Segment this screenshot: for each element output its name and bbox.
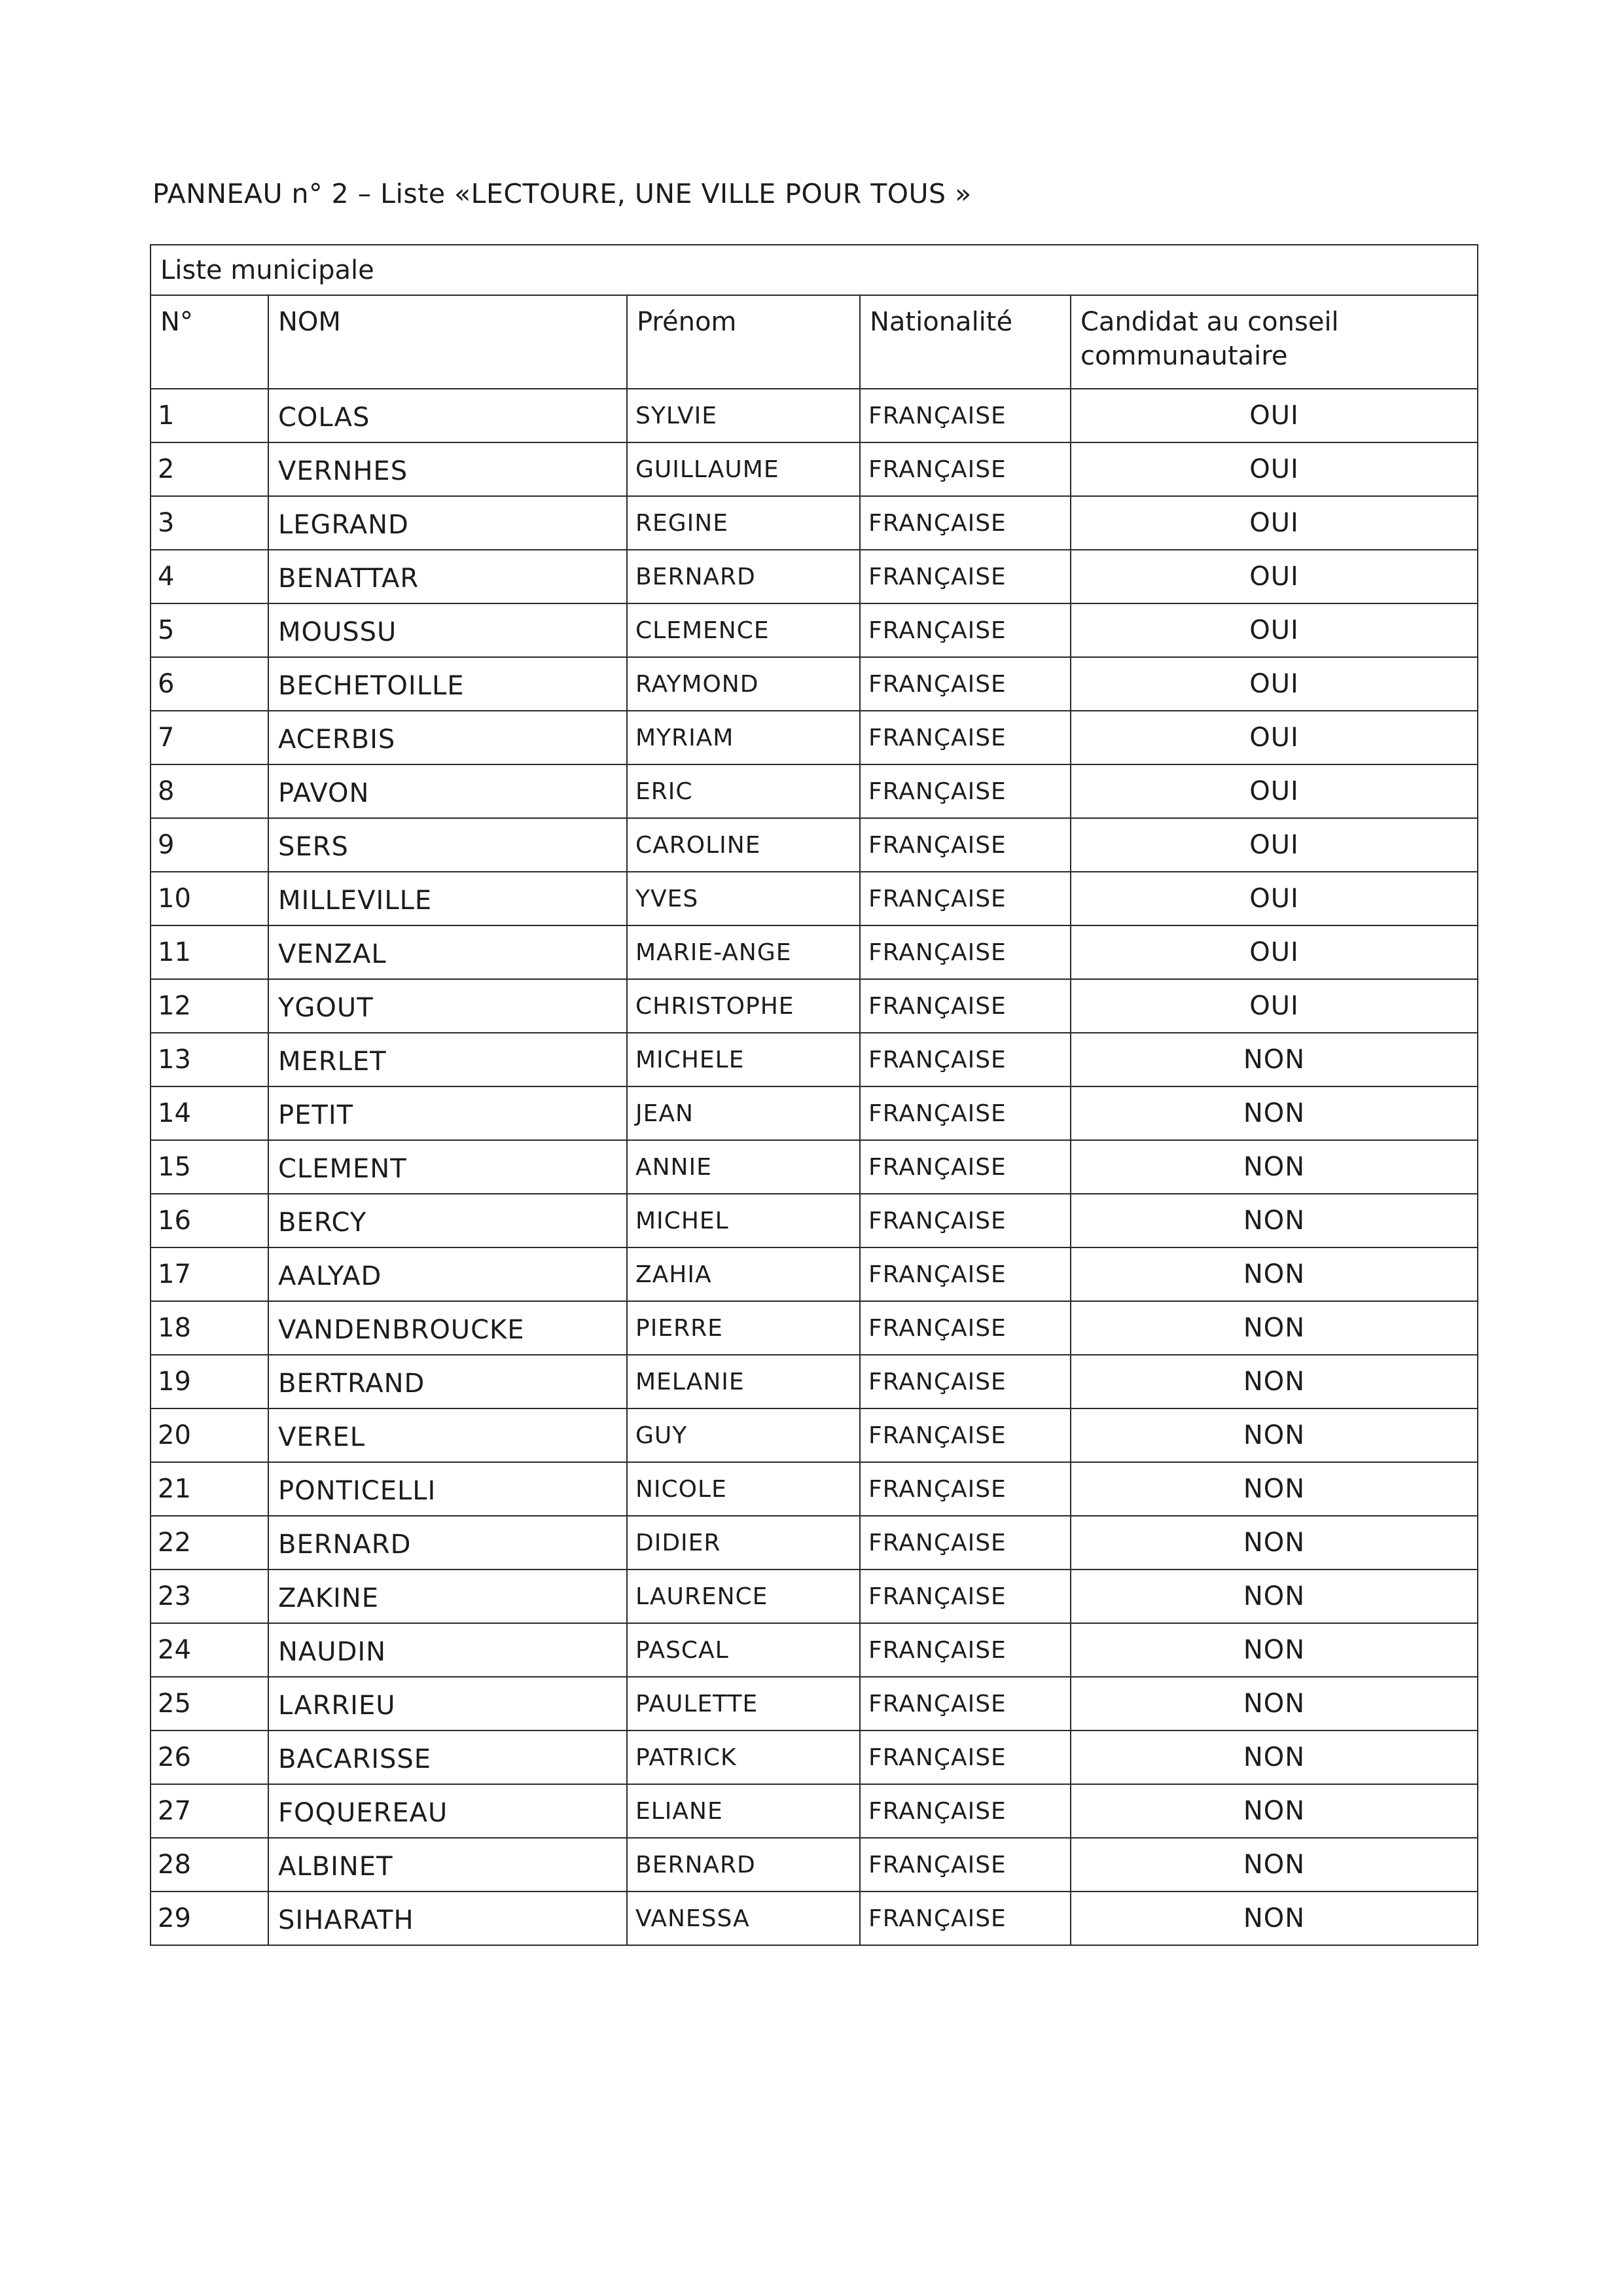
cell-nom: ZAKINE bbox=[268, 1570, 627, 1623]
cell-nationalite: FRANÇAISE bbox=[860, 1784, 1071, 1838]
cell-candidat: OUI bbox=[1071, 711, 1478, 764]
cell-nationalite: FRANÇAISE bbox=[860, 1892, 1071, 1945]
cell-nom: MERLET bbox=[268, 1033, 627, 1086]
cell-candidat: OUI bbox=[1071, 442, 1478, 496]
cell-prenom: BERNARD bbox=[627, 1838, 860, 1892]
cell-prenom: PASCAL bbox=[627, 1623, 860, 1677]
cell-candidat: OUI bbox=[1071, 764, 1478, 818]
cell-candidat: NON bbox=[1071, 1033, 1478, 1086]
cell-nom: VEREL bbox=[268, 1408, 627, 1462]
cell-prenom: REGINE bbox=[627, 496, 860, 550]
cell-prenom: BERNARD bbox=[627, 550, 860, 603]
header-nationalite: Nationalité bbox=[860, 295, 1071, 389]
table-row bbox=[151, 979, 1478, 1033]
table-row bbox=[151, 1838, 1478, 1892]
caption-row bbox=[151, 245, 1478, 295]
cell-candidat: NON bbox=[1071, 1086, 1478, 1140]
cell-candidat: OUI bbox=[1071, 603, 1478, 657]
cell-num: 20 bbox=[151, 1408, 268, 1462]
cell-prenom: PATRICK bbox=[627, 1731, 860, 1784]
table-row bbox=[151, 1570, 1478, 1623]
cell-candidat: NON bbox=[1071, 1892, 1478, 1945]
cell-num: 29 bbox=[151, 1892, 268, 1945]
cell-candidat: NON bbox=[1071, 1408, 1478, 1462]
cell-num: 4 bbox=[151, 550, 268, 603]
cell-num: 7 bbox=[151, 711, 268, 764]
cell-num: 27 bbox=[151, 1784, 268, 1838]
cell-candidat: OUI bbox=[1071, 925, 1478, 979]
table-row bbox=[151, 389, 1478, 442]
cell-num: 2 bbox=[151, 442, 268, 496]
table-row bbox=[151, 711, 1478, 764]
cell-num: 23 bbox=[151, 1570, 268, 1623]
cell-prenom: VANESSA bbox=[627, 1892, 860, 1945]
cell-nom: PAVON bbox=[268, 764, 627, 818]
cell-candidat: NON bbox=[1071, 1247, 1478, 1301]
table-row bbox=[151, 550, 1478, 603]
table-row bbox=[151, 764, 1478, 818]
cell-candidat: OUI bbox=[1071, 979, 1478, 1033]
cell-num: 25 bbox=[151, 1677, 268, 1731]
cell-nom: SERS bbox=[268, 818, 627, 872]
cell-candidat: NON bbox=[1071, 1140, 1478, 1194]
cell-candidat: NON bbox=[1071, 1677, 1478, 1731]
cell-num: 3 bbox=[151, 496, 268, 550]
cell-num: 9 bbox=[151, 818, 268, 872]
cell-num: 21 bbox=[151, 1462, 268, 1516]
cell-candidat: OUI bbox=[1071, 818, 1478, 872]
header-nom: NOM bbox=[268, 295, 627, 389]
cell-nom: ALBINET bbox=[268, 1838, 627, 1892]
cell-num: 14 bbox=[151, 1086, 268, 1140]
header-candidat: Candidat au conseil communautaire bbox=[1071, 295, 1478, 389]
cell-nom: BERTRAND bbox=[268, 1355, 627, 1408]
cell-nationalite: FRANÇAISE bbox=[860, 496, 1071, 550]
cell-nationalite: FRANÇAISE bbox=[860, 442, 1071, 496]
cell-prenom: DIDIER bbox=[627, 1516, 860, 1570]
cell-nationalite: FRANÇAISE bbox=[860, 1623, 1071, 1677]
cell-nationalite: FRANÇAISE bbox=[860, 1033, 1071, 1086]
cell-nom: VANDENBROUCKE bbox=[268, 1301, 627, 1355]
table-row bbox=[151, 818, 1478, 872]
table-row bbox=[151, 442, 1478, 496]
cell-nom: FOQUEREAU bbox=[268, 1784, 627, 1838]
cell-num: 19 bbox=[151, 1355, 268, 1408]
cell-nom: COLAS bbox=[268, 389, 627, 442]
cell-nom: ACERBIS bbox=[268, 711, 627, 764]
table-row bbox=[151, 1408, 1478, 1462]
cell-nationalite: FRANÇAISE bbox=[860, 389, 1071, 442]
cell-num: 26 bbox=[151, 1731, 268, 1784]
table-row bbox=[151, 1784, 1478, 1838]
cell-nationalite: FRANÇAISE bbox=[860, 603, 1071, 657]
cell-nationalite: FRANÇAISE bbox=[860, 711, 1071, 764]
cell-prenom: MICHEL bbox=[627, 1194, 860, 1247]
cell-nationalite: FRANÇAISE bbox=[860, 872, 1071, 925]
cell-nationalite: FRANÇAISE bbox=[860, 1140, 1071, 1194]
cell-nom: MILLEVILLE bbox=[268, 872, 627, 925]
cell-nom: BECHETOILLE bbox=[268, 657, 627, 711]
cell-nom: PONTICELLI bbox=[268, 1462, 627, 1516]
table-row bbox=[151, 657, 1478, 711]
cell-prenom: ELIANE bbox=[627, 1784, 860, 1838]
cell-candidat: OUI bbox=[1071, 389, 1478, 442]
cell-nationalite: FRANÇAISE bbox=[860, 1086, 1071, 1140]
cell-candidat: OUI bbox=[1071, 657, 1478, 711]
cell-nom: LEGRAND bbox=[268, 496, 627, 550]
cell-nom: VENZAL bbox=[268, 925, 627, 979]
cell-nom: BERCY bbox=[268, 1194, 627, 1247]
table-row bbox=[151, 603, 1478, 657]
cell-prenom: NICOLE bbox=[627, 1462, 860, 1516]
table-row bbox=[151, 1033, 1478, 1086]
cell-candidat: OUI bbox=[1071, 872, 1478, 925]
cell-num: 5 bbox=[151, 603, 268, 657]
cell-prenom: ANNIE bbox=[627, 1140, 860, 1194]
cell-nationalite: FRANÇAISE bbox=[860, 1355, 1071, 1408]
cell-prenom: ZAHIA bbox=[627, 1247, 860, 1301]
cell-num: 13 bbox=[151, 1033, 268, 1086]
table-row bbox=[151, 1462, 1478, 1516]
cell-prenom: MICHELE bbox=[627, 1033, 860, 1086]
table-row bbox=[151, 1516, 1478, 1570]
cell-nationalite: FRANÇAISE bbox=[860, 1194, 1071, 1247]
cell-num: 10 bbox=[151, 872, 268, 925]
cell-prenom: SYLVIE bbox=[627, 389, 860, 442]
cell-nationalite: FRANÇAISE bbox=[860, 1731, 1071, 1784]
header-prenom: Prénom bbox=[627, 295, 860, 389]
cell-num: 22 bbox=[151, 1516, 268, 1570]
cell-nom: BERNARD bbox=[268, 1516, 627, 1570]
cell-candidat: NON bbox=[1071, 1784, 1478, 1838]
cell-nationalite: FRANÇAISE bbox=[860, 764, 1071, 818]
header-row bbox=[151, 295, 1478, 389]
table-row bbox=[151, 1677, 1478, 1731]
cell-prenom: JEAN bbox=[627, 1086, 860, 1140]
cell-prenom: ERIC bbox=[627, 764, 860, 818]
cell-prenom: CLEMENCE bbox=[627, 603, 860, 657]
cell-nationalite: FRANÇAISE bbox=[860, 550, 1071, 603]
cell-nom: BACARISSE bbox=[268, 1731, 627, 1784]
cell-nationalite: FRANÇAISE bbox=[860, 818, 1071, 872]
table-row bbox=[151, 1301, 1478, 1355]
cell-candidat: NON bbox=[1071, 1462, 1478, 1516]
cell-nom: YGOUT bbox=[268, 979, 627, 1033]
cell-nationalite: FRANÇAISE bbox=[860, 1247, 1071, 1301]
cell-nationalite: FRANÇAISE bbox=[860, 1677, 1071, 1731]
cell-prenom: MYRIAM bbox=[627, 711, 860, 764]
cell-prenom: PIERRE bbox=[627, 1301, 860, 1355]
table-row bbox=[151, 1731, 1478, 1784]
cell-num: 1 bbox=[151, 389, 268, 442]
cell-num: 16 bbox=[151, 1194, 268, 1247]
cell-prenom: GUY bbox=[627, 1408, 860, 1462]
cell-prenom: RAYMOND bbox=[627, 657, 860, 711]
table-caption: Liste municipale bbox=[151, 245, 1478, 295]
cell-prenom: MARIE-ANGE bbox=[627, 925, 860, 979]
cell-nationalite: FRANÇAISE bbox=[860, 1516, 1071, 1570]
cell-num: 11 bbox=[151, 925, 268, 979]
cell-prenom: CAROLINE bbox=[627, 818, 860, 872]
cell-candidat: NON bbox=[1071, 1301, 1478, 1355]
cell-candidat: NON bbox=[1071, 1623, 1478, 1677]
cell-candidat: NON bbox=[1071, 1355, 1478, 1408]
cell-candidat: NON bbox=[1071, 1731, 1478, 1784]
cell-prenom: CHRISTOPHE bbox=[627, 979, 860, 1033]
table-row bbox=[151, 1140, 1478, 1194]
cell-nom: NAUDIN bbox=[268, 1623, 627, 1677]
table-row bbox=[151, 1355, 1478, 1408]
cell-nationalite: FRANÇAISE bbox=[860, 1838, 1071, 1892]
cell-candidat: NON bbox=[1071, 1838, 1478, 1892]
cell-nom: PETIT bbox=[268, 1086, 627, 1140]
cell-nom: CLEMENT bbox=[268, 1140, 627, 1194]
cell-candidat: OUI bbox=[1071, 550, 1478, 603]
cell-num: 18 bbox=[151, 1301, 268, 1355]
cell-candidat: NON bbox=[1071, 1194, 1478, 1247]
cell-candidat: OUI bbox=[1071, 496, 1478, 550]
table-row bbox=[151, 1247, 1478, 1301]
cell-prenom: PAULETTE bbox=[627, 1677, 860, 1731]
header-num: N° bbox=[151, 295, 268, 389]
cell-nationalite: FRANÇAISE bbox=[860, 1408, 1071, 1462]
cell-num: 8 bbox=[151, 764, 268, 818]
cell-num: 24 bbox=[151, 1623, 268, 1677]
table-row bbox=[151, 1086, 1478, 1140]
table-row bbox=[151, 496, 1478, 550]
table-row bbox=[151, 872, 1478, 925]
cell-nom: AALYAD bbox=[268, 1247, 627, 1301]
cell-prenom: LAURENCE bbox=[627, 1570, 860, 1623]
cell-num: 17 bbox=[151, 1247, 268, 1301]
cell-num: 12 bbox=[151, 979, 268, 1033]
cell-nationalite: FRANÇAISE bbox=[860, 925, 1071, 979]
table-row bbox=[151, 925, 1478, 979]
cell-nationalite: FRANÇAISE bbox=[860, 1301, 1071, 1355]
page-title: PANNEAU n° 2 – Liste «LECTOURE, UNE VILLE POUR TOUS » bbox=[152, 178, 972, 209]
cell-nationalite: FRANÇAISE bbox=[860, 1570, 1071, 1623]
table-row bbox=[151, 1623, 1478, 1677]
cell-candidat: NON bbox=[1071, 1516, 1478, 1570]
table-row bbox=[151, 1194, 1478, 1247]
cell-prenom: GUILLAUME bbox=[627, 442, 860, 496]
cell-prenom: YVES bbox=[627, 872, 860, 925]
cell-num: 6 bbox=[151, 657, 268, 711]
cell-nom: MOUSSU bbox=[268, 603, 627, 657]
cell-nom: LARRIEU bbox=[268, 1677, 627, 1731]
cell-num: 28 bbox=[151, 1838, 268, 1892]
cell-prenom: MELANIE bbox=[627, 1355, 860, 1408]
cell-nom: BENATTAR bbox=[268, 550, 627, 603]
cell-nationalite: FRANÇAISE bbox=[860, 979, 1071, 1033]
cell-candidat: NON bbox=[1071, 1570, 1478, 1623]
cell-num: 15 bbox=[151, 1140, 268, 1194]
cell-nationalite: FRANÇAISE bbox=[860, 657, 1071, 711]
cell-nom: SIHARATH bbox=[268, 1892, 627, 1945]
table-row bbox=[151, 1892, 1478, 1945]
cell-nom: VERNHES bbox=[268, 442, 627, 496]
cell-nationalite: FRANÇAISE bbox=[860, 1462, 1071, 1516]
candidate-list-table bbox=[150, 244, 1478, 1946]
